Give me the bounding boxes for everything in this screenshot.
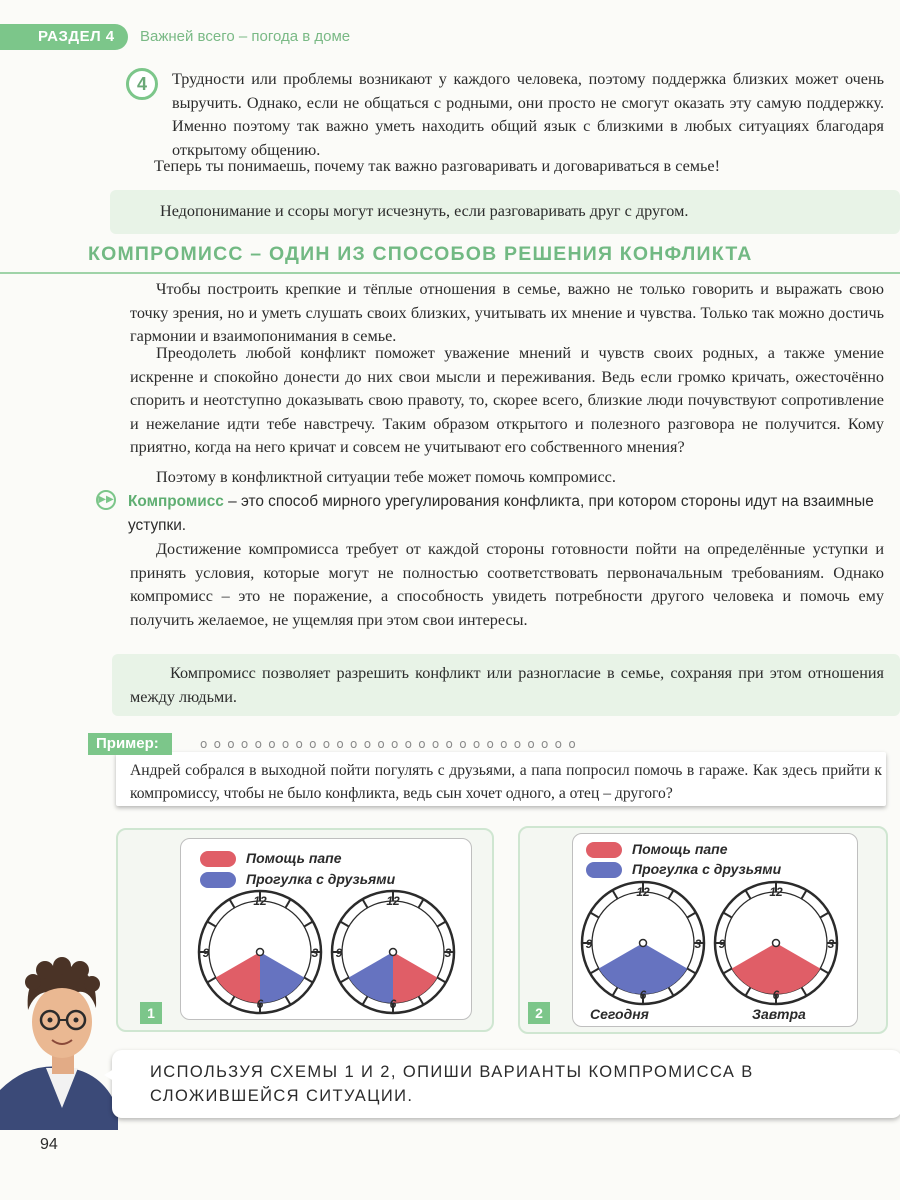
clock-today — [582, 882, 704, 1004]
clock-a-6: 6 — [256, 997, 264, 1011]
clock-b-12: 12 — [386, 894, 400, 908]
example-text: Андрей собрался в выходной пойти погулять с друзьями, а папа попросил помочь в гараже. Как здесь прийти к компромиссу, чтобы не было конфликта, ведь сын хочет одного, а отец – другого? — [130, 762, 882, 802]
paragraph-1: Чтобы построить крепкие и тёплые отношения в семье, важно не только говорить и выражать свою точку зрения, но и уметь слушать своих близких, учитывать их мнение и чувства. Только так можно достичь гармонии и взаимопонимания в семье. — [130, 280, 884, 345]
clock-c-12: 12 — [636, 885, 650, 899]
highlight-text-1: Недопонимание и ссоры могут исчезнуть, если разговаривать друг с другом. — [160, 202, 689, 220]
boy-character-illustration — [0, 940, 125, 1130]
chapter-title: Важней всего – погода в доме — [140, 28, 351, 45]
caption-today: Сегодня — [590, 1006, 649, 1022]
paragraph-3: Поэтому в конфликтной ситуации тебе может помочь компромисс. — [156, 468, 616, 486]
point-number-badge: 4 — [126, 68, 158, 100]
legend-help-label: Помощь папе — [246, 850, 342, 866]
clock-c-6: 6 — [639, 988, 647, 1002]
legend-help-label-2: Помощь папе — [632, 841, 728, 857]
clock-tomorrow — [715, 882, 837, 1004]
clock-b-9: 9 — [335, 946, 343, 960]
clock-d-12: 12 — [769, 885, 783, 899]
clock-d-3: 3 — [827, 937, 835, 951]
clock-d-9: 9 — [718, 937, 726, 951]
clock-b-3: 3 — [444, 946, 452, 960]
highlight-text-2: Компромисс позволяет разрешить конфликт или разногласие в семье, сохраняя при этом отношения между людьми. — [130, 664, 884, 706]
clock-b-6: 6 — [389, 997, 397, 1011]
section-title: КОМПРОМИСС – ОДИН ИЗ СПОСОБОВ РЕШЕНИЯ КОНФЛИКТА — [88, 243, 753, 265]
clock-a-9: 9 — [202, 946, 210, 960]
clock-c-9: 9 — [585, 937, 593, 951]
paragraph-4: Достижение компромисса требует от каждой стороны готовности пойти на определённые уступки и принять условия, которые могут не полностью соответствовать первоначальным требованиям. Однако компромисс – это не поражение, а способность увидеть потребности другого человека и помочь ему получить желаемое, не ущемляя при этом свои интересы. — [130, 540, 884, 629]
clock-scheme1-a — [199, 891, 321, 1013]
clock-c-3: 3 — [694, 937, 702, 951]
definition-arrow-icon: ▶▶ — [96, 490, 116, 510]
clock-a-3: 3 — [311, 946, 319, 960]
scheme-1-number: 1 — [140, 1002, 162, 1024]
task-text: ИСПОЛЬЗУЯ СХЕМЫ 1 И 2, ОПИШИ ВАРИАНТЫ КОМПРОМИССА В СЛОЖИВШЕЙСЯ СИТУАЦИИ. — [150, 1063, 754, 1105]
section-badge: РАЗДЕЛ 4 — [0, 24, 128, 50]
definition-text: – это способ мирного урегулирования конфликта, при котором стороны идут на взаимные уступки. — [128, 493, 874, 534]
clock-d-6: 6 — [772, 988, 780, 1002]
paragraph-2: Преодолеть любой конфликт поможет уважение мнений и чувств своих родных, а также умение искренне и спокойно донести до них свои мысли и переживания. Ведь если громко кричать, ожесточённо спорить и неотступно доказывать свою правоту, то, скорее всего, близкие люди почувствуют сопротивление и нежелание идти тебе навстречу. Таким образом открытого и полезного разговора не получится. Кому приятно, когда на него кричат и совсем не учитывают его собственного мнения? — [130, 344, 884, 456]
point4-text: Трудности или проблемы возникают у каждого человека, поэтому поддержка близких может очень выручить. Однако, если не общаться с родными, они просто не смогут оказать эту самую поддержку. Именно поэтому так важно уметь находить общий язык с близкими в любых ситуациях благодаря открытому общению. — [172, 70, 884, 159]
page-number: 94 — [40, 1136, 58, 1153]
clock-a-12: 12 — [253, 894, 267, 908]
conclusion-text: Теперь ты понимаешь, почему так важно разговаривать и договариваться в семье! — [154, 157, 720, 175]
notebook-spiral: oooooooooooooooooooooooooooo — [200, 737, 582, 751]
speech-tail-icon — [104, 1064, 122, 1086]
clock-scheme1-b — [332, 891, 454, 1013]
scheme-2-number: 2 — [528, 1002, 550, 1024]
legend-walk-label-2: Прогулка с друзьями — [632, 861, 782, 877]
legend-walk-label: Прогулка с друзьями — [246, 871, 396, 887]
example-label: Пример: — [88, 733, 172, 755]
definition-term: Компромисс — [128, 493, 224, 510]
caption-tomorrow: Завтра — [752, 1006, 806, 1022]
